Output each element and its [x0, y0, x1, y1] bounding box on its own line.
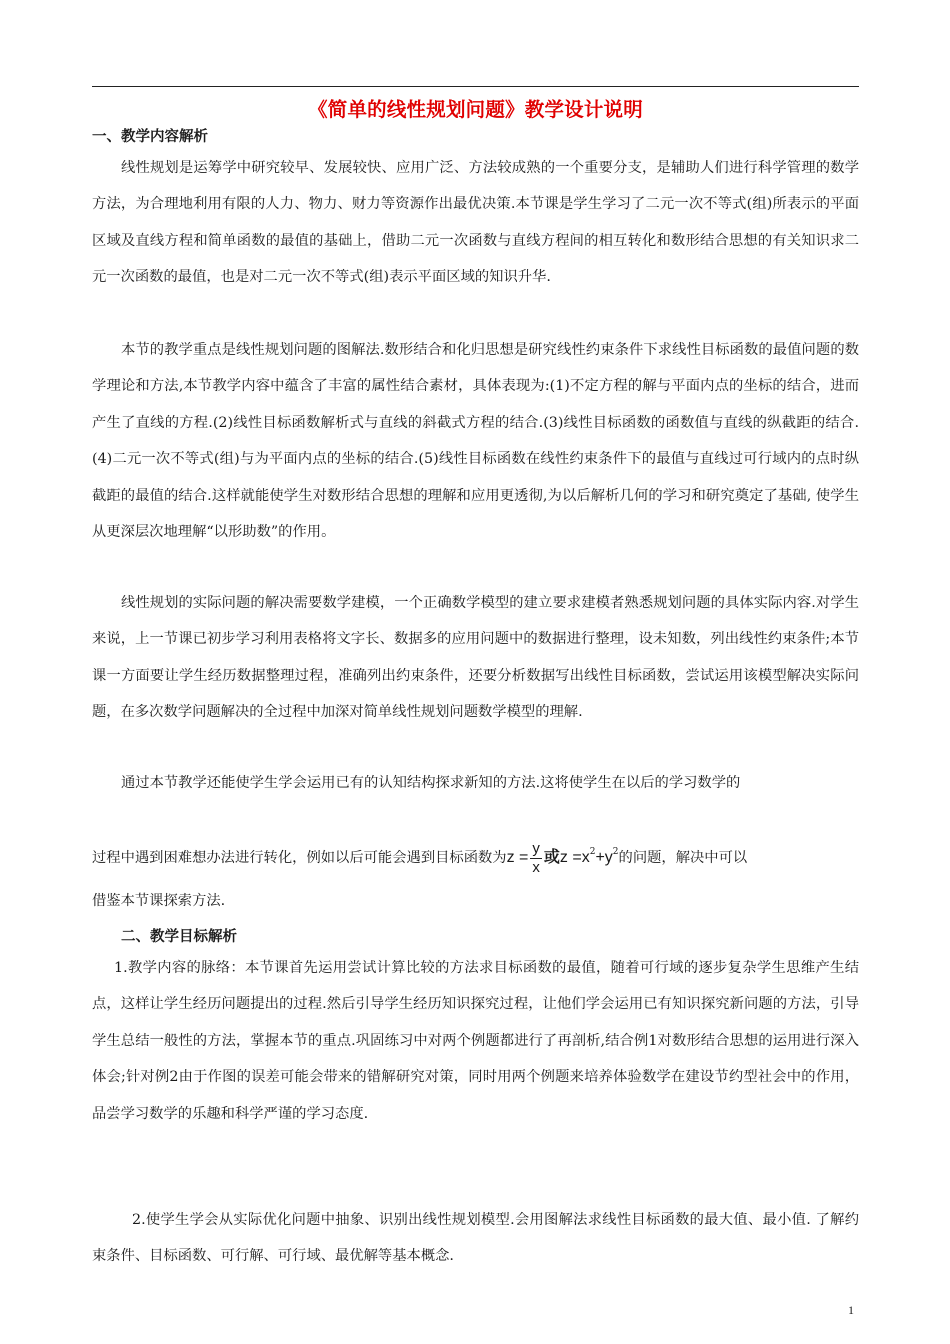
page-number: 1 — [848, 1303, 854, 1317]
fraction-denominator: x — [532, 858, 540, 876]
paragraph-modeling: 线性规划的实际问题的解决需要数学建模，一个正确数学模型的建立要求建模者熟悉规划问题的具体实际内容.对学生来说，上一节课已初步学习利用表格将文字长、数据多的应用问题中的数据进行整理，设未知数，列出线性约束条件;本节课一方面要让学生经历数据整理过程，准确列出约束条件，还要分析数据写出线性目标函数，尝试运用该模型解决实际问题，在多次数学问题解决的全过程中加深对简单线性规划问题数学模型的理解. — [92, 595, 859, 721]
paragraph-reference-method: 借鉴本节课探索方法. — [92, 893, 226, 909]
formula-z-equals-x: z =x — [559, 849, 590, 866]
paragraph-cognitive-structure: 通过本节教学还能使学生学会运用已有的认知结构探求新知的方法.这将使学生在以后的学习数学的 — [121, 775, 741, 791]
paragraph-content-context: 1.教学内容的脉络：本节课首先运用尝试计算比较的方法求目标函数的最值，随着可行域的逐步复杂学生思维产生结点，这样让学生经历问题提出的过程.然后引导学生经历知识探究过程，让他们学会运用已有知识探究新问题的方法，引导学生总结一般性的方法，掌握本节的重点.巩固练习中对两个例题都进行了再剖析,结合例1对数形结合思想的运用进行深入体会;针对例2由于作图的误差可能会带来的错解研究对策，同时用两个例题来培养体验数学在建设节约型社会中的作用，品尝学习数学的乐趣和科学严谨的学习态度. — [92, 960, 859, 1122]
header-rule — [92, 86, 859, 87]
formula-trail-text: 的问题，解决中可以 — [618, 850, 748, 866]
formula-line — [92, 826, 859, 878]
formula-fraction — [530, 840, 542, 877]
exponent-x: 2 — [589, 847, 596, 857]
formula-or: 或 — [543, 847, 560, 866]
exponent-y: 2 — [612, 847, 619, 857]
formula-plus-y: +y — [595, 849, 613, 866]
document-title: 《简单的线性规划问题》教学设计说明 — [308, 98, 643, 121]
paragraph-teaching-focus: 本节的教学重点是线性规划问题的图解法.数形结合和化归思想是研究线性约束条件下求线性目标函数的最值问题的数学理论和方法,本节教学内容中蕴含了丰富的属性结合素材，具体表现为:(1)不定方程的解与平面内点的坐标的结合，进而产生了直线的方程.(2)线性目标函数解析式与直线的斜截式方程的结合.(3)线性目标函数的函数值与直线的纵截距的结合.(4)二元一次不等式(组)与为平面内点的坐标的结合.(5)线性目标函数在线性约束条件下的最值与直线过可行域内的点时纵截距的最值的结合.这样就能使学生对数形结合思想的理解和应用更透彻,为以后解析几何的学习和研究奠定了基础, 使学生从更深层次地理解“以形助数”的作用。 — [92, 342, 859, 541]
section-heading-objective-analysis: 二、教学目标解析 — [121, 929, 237, 945]
formula-lead-text: 过程中遇到困难想办法进行转化，例如以后可能会遇到目标函数为 — [92, 850, 507, 866]
paragraph-linear-programming-intro: 线性规划是运筹学中研究较早、发展较快、应用广泛、方法较成熟的一个重要分支，是辅助人们进行科学管理的数学方法，为合理地利用有限的人力、物力、财力等资源作出最优决策.本节课是学生学习了二元一次不等式(组)所表示的平面区域及直线方程和简单函数的最值的基础上，借助二元一次函数与直线方程间的相互转化和数形结合思想的有关知识求二元一次函数的最值，也是对二元一次不等式(组)表示平面区域的知识升华. — [92, 160, 859, 286]
paragraph-model-recognition: 2.使学生学会从实际优化问题中抽象、识别出线性规划模型.会用图解法求线性目标函数的最大值、最小值. 了解约束条件、目标函数、可行解、可行域、最优解等基本概念. — [92, 1212, 859, 1265]
section-heading-content-analysis: 一、教学内容解析 — [92, 129, 208, 145]
fraction-numerator: y — [532, 839, 540, 857]
formula-z-equals: z = — [506, 849, 529, 866]
